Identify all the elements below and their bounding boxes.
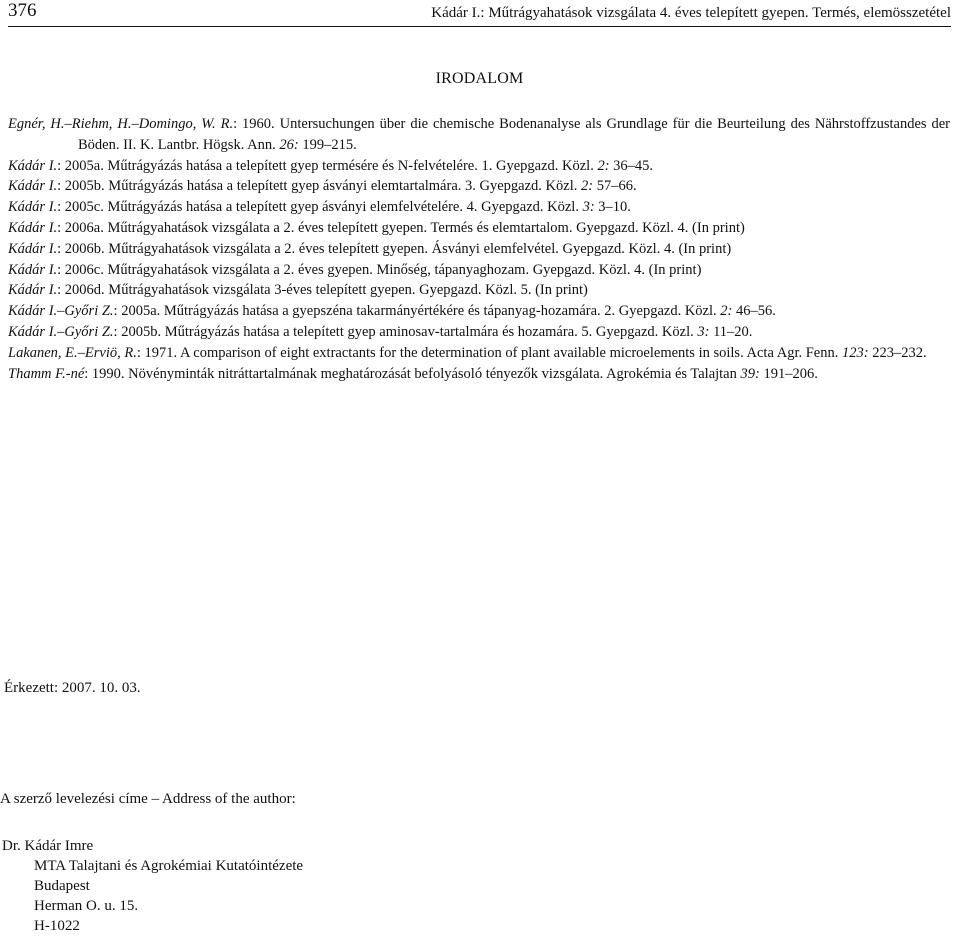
reference-text: : 2006a. Műtrágyahatások vizsgálata a 2. éves telepített gyepen. Termés és elemtartalom. Gyepgazd. Közl. 4. (In print) (57, 219, 745, 236)
reference-text: : 2005c. Műtrágyázás hatása a telepített gyep ásványi elemfelvételére. 4. Gyepgazd. Közl. (57, 199, 583, 216)
address-label: A szerző levelezési címe – Address of the author: (0, 791, 296, 807)
reference-list (8, 114, 950, 384)
reference-authors: Kádár I. (8, 240, 58, 257)
reference-authors: Kádár I. (8, 199, 58, 216)
address-street: Herman O. u. 15. (34, 898, 139, 914)
reference-authors: Lakanen, E.–Erviö, R. (8, 344, 137, 361)
reference-text: : 2005b. Műtrágyázás hatása a telepített gyep aminosav-tartalmára és hozamára. 5. Gyepgazd. Közl. (113, 323, 698, 340)
reference-authors: Kádár I. (8, 282, 58, 299)
reference-text: : 1971. A comparison of eight extractants for the determination of plant available microelements in soils. Acta Agr. Fenn. (136, 344, 842, 361)
author-name: Dr. Kádár Imre (2, 838, 94, 854)
reference-authors: Kádár I. (8, 261, 58, 278)
reference-item (8, 301, 950, 322)
reference-pages: 223–232. (868, 344, 927, 361)
reference-volume: 3: (582, 199, 595, 216)
section-title: IRODALOM (435, 70, 524, 87)
reference-authors: Kádár I. (8, 178, 58, 195)
reference-item (8, 114, 950, 156)
author-address (2, 836, 303, 936)
reference-pages: 191–206. (759, 365, 818, 382)
reference-volume: 2: (580, 178, 594, 195)
reference-text: : 1990. Növényminták nitráttartalmának meghatározását befolyásoló tényezők vizsgálata. Agrokémia és Talajtan (84, 365, 741, 382)
page-number: 376 (8, 0, 37, 21)
reference-authors: Egnér, H.–Riehm, H.–Domingo, W. R. (8, 116, 234, 132)
reference-authors: Kádár I. (8, 157, 58, 174)
reference-item (8, 280, 950, 301)
page-header (8, 0, 951, 27)
address-city: Budapest (34, 878, 90, 894)
address-institute: MTA Talajtani és Agrokémiai Kutatóintézete (34, 858, 304, 874)
reference-item (8, 218, 950, 239)
reference-item (8, 239, 950, 260)
reference-item (8, 322, 950, 343)
reference-text: : 2005b. Műtrágyázás hatása a telepített gyep ásványi elemtartalmára. 3. Gyepgazd. Közl. (57, 178, 581, 195)
reference-pages: 11–20. (709, 323, 753, 340)
reference-volume: 2: (720, 303, 733, 320)
reference-pages: 36–45. (609, 157, 654, 174)
reference-volume: 26: (279, 136, 299, 153)
address-postcode: H-1022 (34, 918, 80, 934)
reference-item (8, 197, 950, 218)
reference-item (8, 176, 950, 197)
reference-text: : 2005a. Műtrágyázás hatása a telepített gyep termésére és N-felvételére. 1. Gyepgazd. Közl. (57, 157, 598, 174)
reference-item (8, 260, 950, 281)
reference-authors: Kádár I. (8, 219, 58, 236)
reference-authors: Thamm F.-né (8, 365, 85, 382)
reference-text: : 1960. Untersuchungen über die chemische Bodenanalyse als Grundlage für die Beurteilung des Nährstoffzustandes der Böden. II. K. Lantbr. Högsk. Ann. (78, 116, 951, 153)
reference-item (8, 156, 950, 177)
reference-text: : 2006c. Műtrágyahatások vizsgálata a 2. éves gyepen. Minőség, tápanyaghozam. Gyepgazd. Közl. 4. (In print) (57, 261, 702, 278)
reference-volume: 39: (740, 365, 760, 382)
reference-text: : 2005a. Műtrágyázás hatása a gyepszéna takarmányértékére és tápanyag-hozamára. 2. Gyepgazd. Közl. (113, 303, 721, 320)
reference-volume: 2: (597, 157, 610, 174)
reference-text: : 2006d. Műtrágyahatások vizsgálata 3-éves telepített gyepen. Gyepgazd. Közl. 5. (In print) (57, 282, 588, 299)
running-head: Kádár I.: Műtrágyahatások vizsgálata 4. éves telepített gyepen. Termés, elemösszetétel (431, 5, 951, 21)
reference-text: : 2006b. Műtrágyahatások vizsgálata a 2. éves telepített gyepen. Ásványi elemfelvétel. Gyepgazd. Közl. 4. (In print) (57, 240, 732, 257)
reference-pages: 57–66. (593, 178, 637, 195)
reference-pages: 199–215. (298, 136, 357, 153)
reference-volume: 123: (841, 344, 869, 361)
reference-pages: 46–56. (732, 303, 776, 320)
received-date: Érkezett: 2007. 10. 03. (4, 680, 141, 696)
reference-authors: Kádár I.–Győri Z. (8, 303, 114, 320)
reference-authors: Kádár I.–Győri Z. (8, 323, 114, 340)
reference-pages: 3–10. (594, 199, 631, 216)
reference-item (8, 364, 950, 385)
reference-volume: 3: (697, 323, 710, 340)
reference-item (8, 343, 950, 364)
